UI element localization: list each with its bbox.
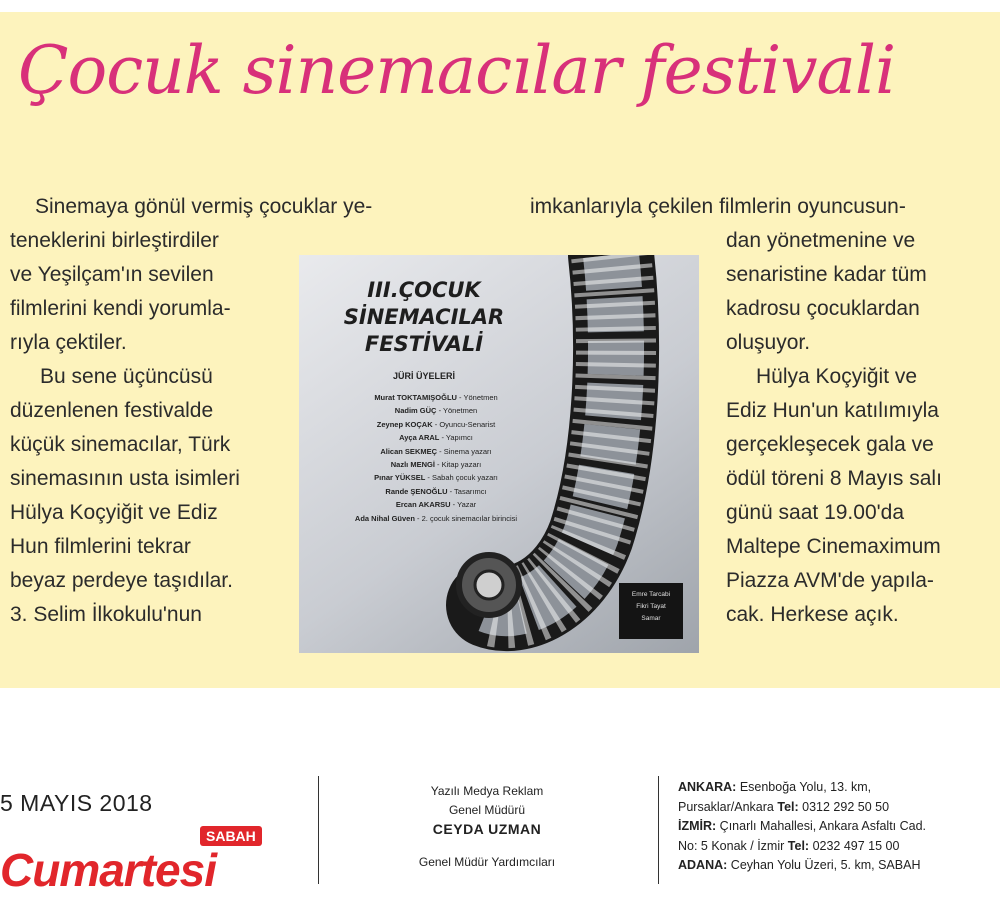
left-column-first-line: Sinemaya gönül vermiş çocuklar ye- [35,195,373,218]
text-line: dan yönetmenine ve [726,229,916,252]
member-role: - Kitap yazarı [437,460,482,470]
member-role: - Yönetmen [459,393,498,402]
city-label: ANKARA: [678,780,737,794]
address-text: Esenboğa Yolu, 13. km, [739,780,872,794]
jury-member [313,498,559,511]
footer-divider [318,776,319,884]
staff-title: Genel Müdürü [448,803,526,817]
member-name: Zeynep KOÇAK [376,419,433,429]
text-line: Bu sene üçüncüsü [40,365,213,388]
member-name: Alican SEKMEÇ [380,446,438,456]
member-role: - Oyuncu-Senarist [434,419,496,429]
member-name: Pınar YÜKSEL [374,473,426,483]
text-line: sinemasının usta isimleri [10,467,240,490]
member-name: Nadim GÜÇ [394,406,437,416]
address-line [678,817,926,837]
office-addresses [678,778,926,876]
member-role: - Yapımcı [441,433,473,443]
jury-member [313,458,559,471]
address-text: Pursaklar/Ankara [678,799,774,814]
poster-title-line: III.ÇOCUK [367,278,481,302]
address-line [678,798,926,818]
credit-line: Samar [641,615,661,622]
city-label: ADANA: [678,858,728,872]
jury-member [313,418,559,431]
poster-title-line: FESTİVALİ [364,332,484,356]
address-text: Çınarlı Mahallesi, Ankara Asfaltı Cad. [719,819,927,833]
cumartesi-logo: Cumartesi [0,844,216,896]
credit-line: Emre Tarcabi [631,591,671,598]
left-column-body [10,224,240,632]
member-role: - 2. çocuk sinemacılar birincisi [417,513,518,523]
member-name: Ada Nihal Güven [354,513,415,523]
tel-label: Tel: [777,799,799,814]
text-line: kadrosu çocuklardan [726,297,920,320]
poster-title-line: SİNEMACILAR [343,305,505,329]
headline: Çocuk sinemacılar festivali [18,32,896,109]
address-text: No: 5 Konak / İzmir [678,838,785,853]
member-role: - Sabah çocuk yazarı [427,473,498,483]
text-line: Piazza AVM'de yapıla- [726,569,934,592]
text-line: 3. Selim İlkokulu'nun [10,603,202,626]
text-line: senaristine kadar tüm [726,263,927,286]
member-name: Ayça ARAL [399,433,440,443]
text-line: filmlerini kendi yorumla- [10,297,231,320]
jury-members-list [313,391,559,525]
address-line [678,856,926,876]
text-line: Ediz Hun'un katılımıyla [726,399,939,422]
credit-line: Fikri Tayat [636,603,666,610]
text-line: Maltepe Cinemaximum [726,535,941,558]
jury-member [313,512,559,525]
member-role: - Yazar [452,500,477,510]
text-line: Hülya Koçyiğit ve Ediz [10,501,218,524]
jury-member [313,391,559,404]
city-label: İZMİR: [678,819,717,833]
text-line: Hun filmlerini tekrar [10,535,191,558]
tel-label: Tel: [787,838,810,853]
masthead-staff [322,782,652,872]
jury-member [313,445,559,458]
text-line: gerçekleşecek gala ve [726,433,934,456]
text-line: düzenlenen festivalde [10,399,214,422]
text-line: teneklerini birleştirdiler [10,229,219,252]
address-line [678,778,926,798]
jury-heading: JÜRİ ÜYELERİ [392,371,455,381]
jury-member [313,471,559,484]
staff-name: CEYDA UZMAN [432,821,542,837]
right-column-body [726,224,942,632]
member-role: - Sinema yazarı [439,446,492,456]
festival-poster [299,255,699,653]
member-name: Ercan AKARSU [395,500,451,510]
staff-title: Yazılı Medya Reklam [430,784,544,798]
member-name: Nazlı MENGİ [390,460,435,470]
issue-date: 5 MAYIS 2018 [0,790,153,816]
footer-divider [658,776,659,884]
jury-member [313,431,559,444]
member-name: Rande ŞENOĞLU [385,486,448,496]
poster-credit-box [619,583,683,639]
text-line: ve Yeşilçam'ın sevilen [10,263,214,286]
text-line: günü saat 19.00'da [726,501,904,524]
jury-member [313,485,559,498]
text-line: cak. Herkese açık. [726,603,899,626]
member-role: - Tasarımcı [449,486,487,496]
text-line: beyaz perdeye taşıdılar. [10,569,233,592]
text-line: Hülya Koçyiğit ve [756,365,918,388]
staff-title: Genel Müdür Yardımcıları [418,855,556,869]
sabah-logo: SABAH [200,826,262,846]
text-line: oluşuyor. [726,331,811,354]
member-name: Murat TOKTAMIŞOĞLU [374,393,457,402]
jury-member [313,404,559,417]
text-line: rıyla çektiler. [10,331,127,354]
member-role: - Yönetmen [438,406,478,416]
text-line: küçük sinemacılar, Türk [10,433,231,456]
address-line [678,837,926,857]
phone-number: 0232 497 15 00 [812,838,900,853]
right-column-first-line: imkanlarıyla çekilen filmlerin oyuncusun- [530,195,906,218]
poster-title [299,277,549,358]
address-text: Ceyhan Yolu Üzeri, 5. km, SABAH [730,858,921,872]
phone-number: 0312 292 50 50 [802,799,890,814]
text-line: ödül töreni 8 Mayıs salı [726,467,942,490]
